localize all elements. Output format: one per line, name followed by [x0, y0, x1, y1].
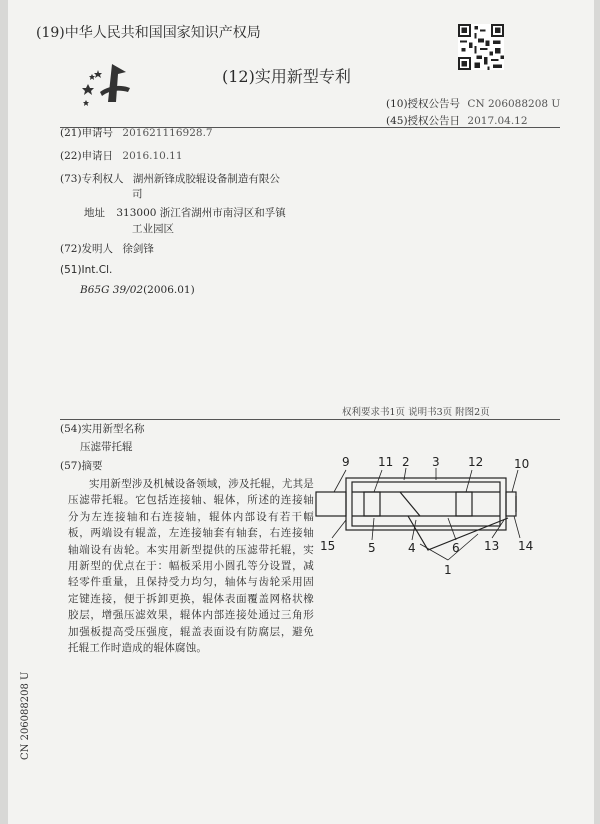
application-number: [60, 125, 213, 140]
utility-model-name: 压滤带托辊: [80, 441, 133, 453]
callout-3: 3: [432, 455, 440, 469]
callout-9: 9: [342, 455, 350, 469]
publication-number-value: CN 206088208 U: [467, 98, 561, 110]
ipc-classification-label: (51)Int.Cl.: [60, 264, 113, 276]
inventor-label: (72)发明人: [60, 243, 114, 255]
side-publication-code: CN 206088208 U: [20, 671, 31, 760]
qr-code-icon: [458, 24, 504, 70]
abstract-divider: [60, 419, 560, 420]
document-type-title: (12)实用新型专利: [222, 67, 351, 86]
callout-15: 15: [320, 539, 336, 553]
callout-4: 4: [408, 541, 416, 555]
callout-5: 5: [368, 541, 376, 555]
application-number-value: 201621116928.7: [122, 127, 213, 139]
publication-date-label: (45)授权公告日: [386, 115, 461, 127]
filing-date-label: (22)申请日: [60, 150, 114, 162]
ipc-version: (2006.01): [143, 284, 195, 296]
abstract-label: (57)摘要: [60, 460, 103, 472]
address-value-line2: 工业园区: [132, 223, 174, 235]
left-shaft-end: [316, 492, 346, 516]
patentee-value-line1: 湖州新锋成胶辊设备制造有限公: [132, 173, 280, 185]
address-label: 地址: [84, 207, 105, 219]
page-counts: 权利要求书1页 说明书3页 附图2页: [342, 407, 490, 418]
patentee-value-line2: 司: [132, 188, 143, 200]
application-number-label: (21)申请号: [60, 127, 114, 139]
publication-date-value: 2017.04.12: [467, 115, 528, 127]
callout-10: 10: [514, 457, 530, 471]
address: [84, 205, 286, 220]
ipc-code: B65G 39/02: [80, 284, 144, 296]
patentee-label: (73)专利权人: [60, 173, 124, 185]
callout-12: 12: [468, 455, 484, 469]
inventor: [60, 241, 154, 256]
filing-date: [60, 148, 183, 163]
cnipa-logo-icon: [82, 62, 132, 106]
abstract-text: 实用新型涉及机械设备领域，涉及托辊，尤其是压滤带托辊。它包括连接轴、辊体，所述的连接轴分为左连接轴和右连接轴，辊体内部设有若干幅板，两端设有辊盖，左连接轴套有轴套，右连接轴轴端设有齿轮。本实用新型提供的压滤带托辊，实用新型的优点在于：幅板采用小圆孔等分设置，减轻零件重量，且保持受力均匀，轴体与齿轮采用固定键连接，便于拆卸更换，辊体表面覆盖网格状橡胶层，增强压滤效果，辊体内部连接处通过三角形加强板提高受压强度，辊盖表面设有防腐层，避免托辊工作时造成的辊体腐蚀。: [68, 478, 314, 655]
callout-11: 11: [378, 455, 394, 469]
ipc-classification: [80, 284, 195, 296]
callout-2: 2: [402, 455, 410, 469]
inventor-value: 徐剑锋: [122, 243, 154, 255]
utility-model-name-label: (54)实用新型名称: [60, 423, 145, 435]
callout-6: 6: [452, 541, 460, 555]
patentee: [60, 171, 280, 186]
authority-heading: (19)中华人民共和国国家知识产权局: [36, 25, 261, 41]
publication-number: [386, 96, 560, 111]
publication-date: [386, 113, 528, 128]
address-value-line1: 313000 浙江省湖州市南浔区和孚镇: [116, 207, 286, 219]
publication-number-label: (10)授权公告号: [386, 98, 461, 110]
callout-14: 14: [518, 539, 534, 553]
roller-body-outline: [346, 478, 506, 530]
patent-page: [8, 0, 594, 824]
callout-13: 13: [484, 539, 500, 553]
roller-drawing: [308, 450, 548, 590]
callout-1: 1: [444, 563, 452, 577]
gear-end: [506, 492, 516, 516]
filing-date-value: 2016.10.11: [122, 150, 183, 162]
